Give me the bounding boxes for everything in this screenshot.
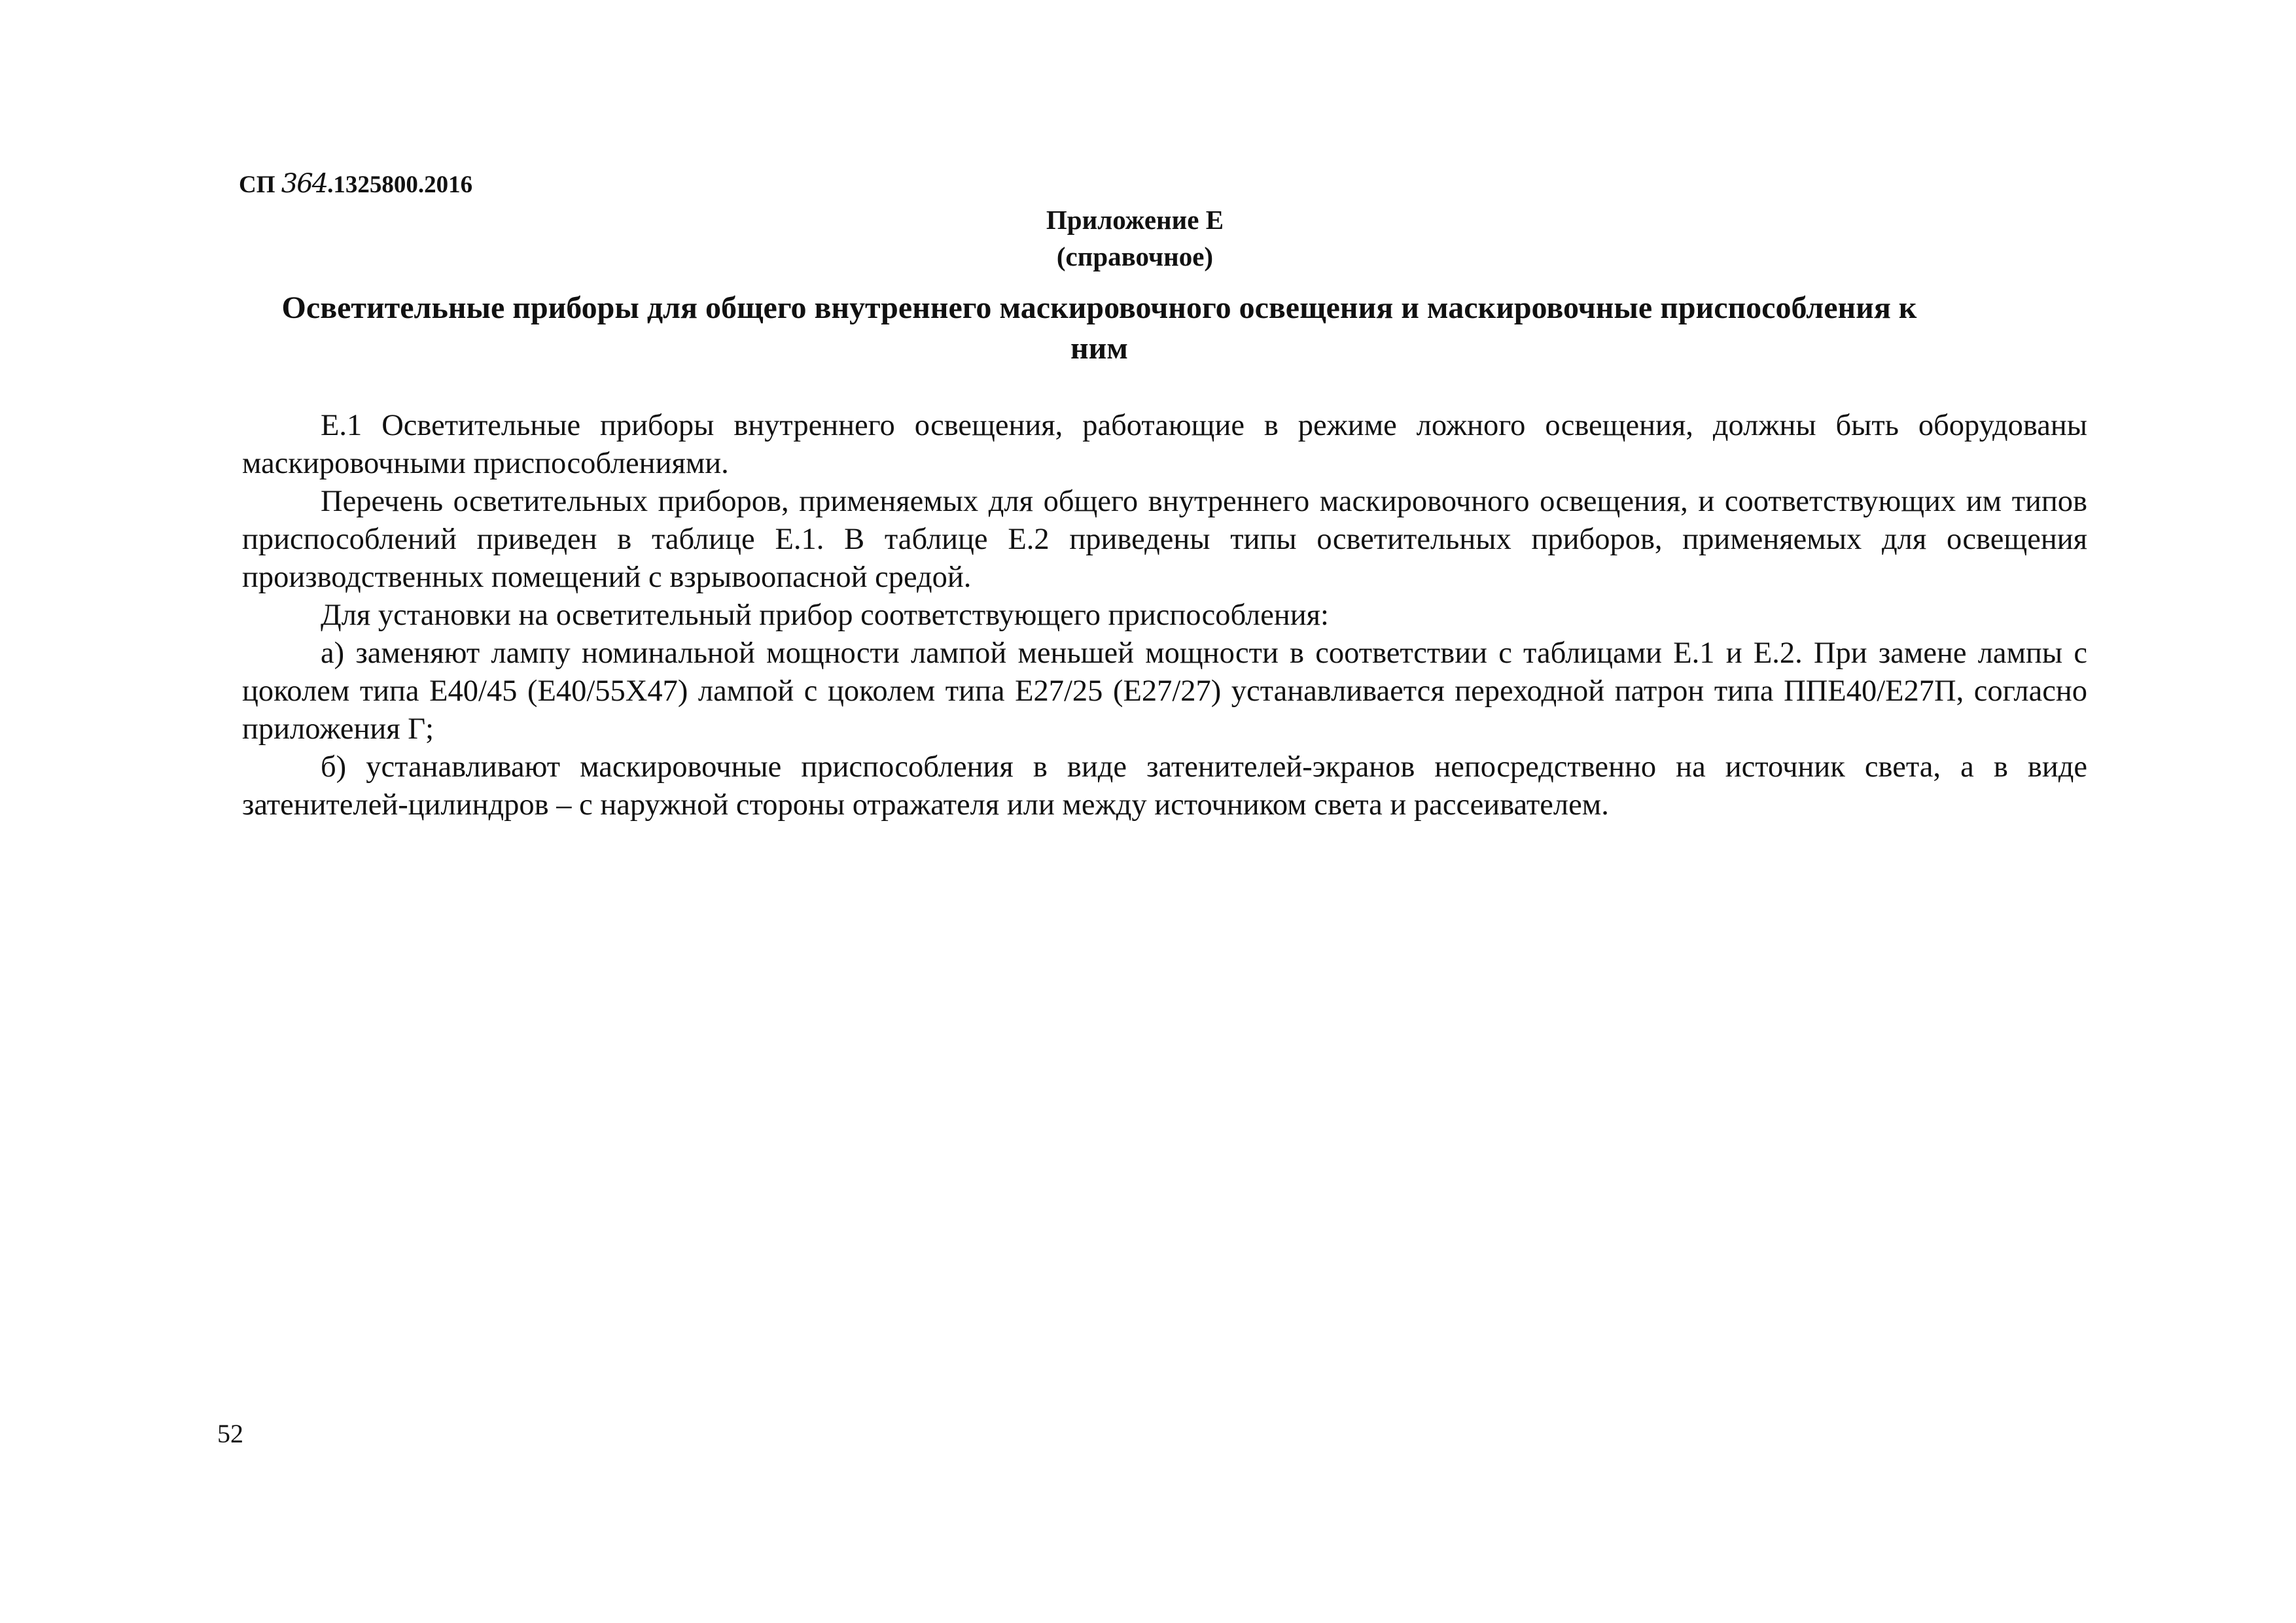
document-code-prefix: СП — [239, 171, 281, 198]
appendix-type: (справочное) — [1056, 241, 1214, 271]
appendix-heading — [0, 201, 2296, 275]
page-number: 52 — [217, 1419, 243, 1448]
paragraph: б) устанавливают маскировочные приспособления в виде затенителей-экранов непосредственно на источник света, а в виде затенителей-цилиндров – с наружной стороны отражателя или между источником света и рассеивателем. — [242, 750, 2087, 822]
body-text — [242, 407, 2087, 824]
document-code — [239, 169, 472, 199]
paragraph: Для установки на осветительный прибор соответствующего приспособления: — [321, 599, 1329, 632]
paragraph: Е.1 Осветительные приборы внутреннего освещения, работающие в режиме ложного освещения, должны быть оборудованы маскировочными приспособлениями. — [242, 409, 2087, 480]
appendix-title: Осветительные приборы для общего внутреннего маскировочного освещения и маскировочные приспособления к ним — [281, 290, 1917, 366]
paragraph: а) заменяют лампу номинальной мощности лампой меньшей мощности в соответствии с таблицами Е.1 и Е.2. При замене лампы с цоколем типа Е40/45 (Е40/55Х47) лампой с цоколем типа Е27/25 (Е27/27) устанавливается переходной патрон типа ППЕ40/Е27П, согласно приложения Г; — [242, 637, 2087, 746]
document-code-suffix: .1325800.2016 — [327, 171, 473, 198]
document-code-handwritten-number: 364 — [281, 169, 328, 199]
paragraph: Перечень осветительных приборов, применяемых для общего внутреннего маскировочного освещения, и соответствующих им типов приспособлений приведен в таблице Е.1. В таблице Е.2 приведены типы осветительных приборов, применяемых для освещения производственных помещений с взрывоопасной средой. — [242, 485, 2087, 594]
appendix-label: Приложение Е — [1046, 205, 1224, 235]
